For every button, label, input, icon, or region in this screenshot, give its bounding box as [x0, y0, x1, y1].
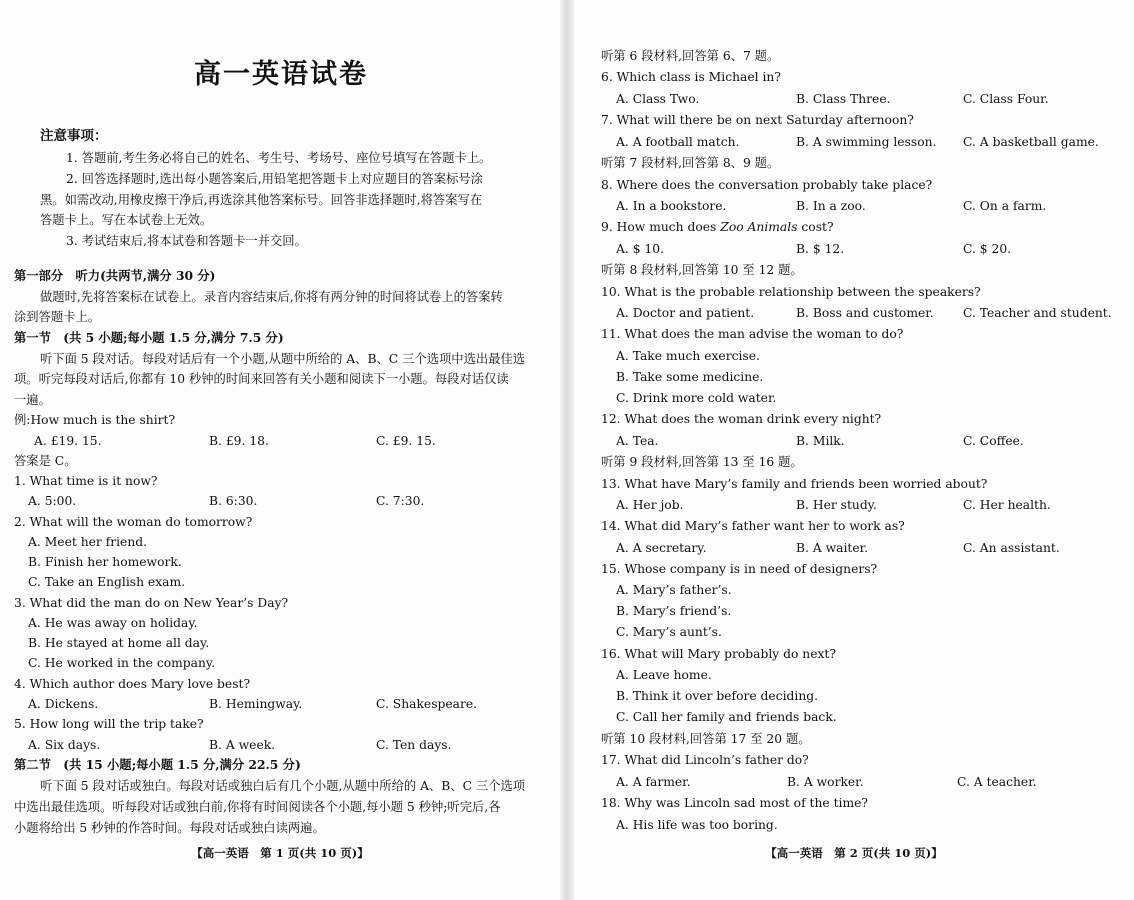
material-9-heading: 听第 9 段材料,回答第 13 至 16 题。 — [601, 455, 803, 469]
notice-line-3: 黑。如需改动,用橡皮擦干净后,再选涂其他答案标号。回答非选择题时,将答案写在 — [40, 193, 483, 207]
q9-option-c: C. $ 20. — [963, 242, 1012, 256]
q2-option-b: B. Finish her homework. — [28, 555, 182, 569]
q11-option-b: B. Take some medicine. — [616, 370, 764, 384]
question-18: 18. Why was Lincoln sad most of the time? — [601, 796, 868, 810]
example-option-b: B. £9. 18. — [209, 434, 269, 448]
page-2 — [574, 0, 1134, 900]
q6-option-b: B. Class Three. — [796, 92, 891, 106]
section2-intro-3: 小题将给出 5 秒钟的作答时间。每段对话或独白读两遍。 — [14, 821, 325, 835]
q16-option-b: B. Think it over before deciding. — [616, 689, 819, 703]
q12-option-c: C. Coffee. — [963, 434, 1024, 448]
q9-book-title: Zoo Animals — [720, 220, 798, 234]
q12-option-b: B. Milk. — [796, 434, 845, 448]
example-question: 例:How much is the shirt? — [14, 413, 176, 427]
q3-option-c: C. He worked in the company. — [28, 656, 216, 670]
page-1 — [0, 0, 560, 900]
q10-option-a: A. Doctor and patient. — [616, 306, 755, 320]
q17-option-b: B. A worker. — [787, 775, 864, 789]
q6-option-a: A. Class Two. — [616, 92, 700, 106]
q9-text-post: cost? — [797, 220, 834, 234]
question-7: 7. What will there be on next Saturday afternoon? — [601, 113, 914, 127]
question-11: 11. What does the man advise the woman to do? — [601, 327, 904, 341]
q17-option-a: A. A farmer. — [616, 775, 691, 789]
q11-option-c: C. Drink more cold water. — [616, 391, 777, 405]
section1-heading: 第一节 (共 5 小题;每小题 1.5 分,满分 7.5 分) — [14, 330, 284, 345]
q4-option-b: B. Hemingway. — [209, 697, 303, 711]
q5-option-c: C. Ten days. — [376, 738, 452, 752]
notice-line-2: 2. 回答选择题时,选出每小题答案后,用铅笔把答题卡上对应题目的答案标号涂 — [66, 172, 483, 186]
part1-intro-2: 涂到答题卡上。 — [14, 310, 101, 324]
question-9 — [601, 219, 834, 235]
q1-option-c: C. 7:30. — [376, 494, 425, 508]
section2-intro-1: 听下面 5 段对话或独白。每段对话或独白后有几个小题,从题中所给的 A、B、C 三个选项 — [40, 779, 526, 793]
q7-option-b: B. A swimming lesson. — [796, 135, 937, 149]
page-1-footer: 【高一英语 第 1 页(共 10 页)】 — [191, 846, 369, 860]
q2-option-c: C. Take an English exam. — [28, 575, 186, 589]
question-13: 13. What have Mary’s family and friends been worried about? — [601, 477, 988, 491]
q14-option-b: B. A waiter. — [796, 541, 869, 555]
material-6-heading: 听第 6 段材料,回答第 6、7 题。 — [601, 49, 780, 63]
part1-heading: 第一部分 听力(共两节,满分 30 分) — [14, 268, 216, 283]
q18-option-a: A. His life was too boring. — [616, 818, 778, 832]
q8-option-c: C. On a farm. — [963, 199, 1047, 213]
q5-option-a: A. Six days. — [28, 738, 101, 752]
q4-option-a: A. Dickens. — [28, 697, 99, 711]
q10-option-c: C. Teacher and student. — [963, 306, 1112, 320]
section2-heading: 第二节 (共 15 小题;每小题 1.5 分,满分 22.5 分) — [14, 757, 301, 772]
q9-option-b: B. $ 12. — [796, 242, 845, 256]
notice-line-1: 1. 答题前,考生务必将自己的姓名、考生号、考场号、座位号填写在答题卡上。 — [66, 151, 492, 165]
section1-intro-1: 听下面 5 段对话。每段对话后有一个小题,从题中所给的 A、B、C 三个选项中选出最佳选 — [40, 352, 526, 366]
q8-option-a: A. In a bookstore. — [616, 199, 727, 213]
q4-option-c: C. Shakespeare. — [376, 697, 478, 711]
question-17: 17. What did Lincoln’s father do? — [601, 753, 809, 767]
q13-option-c: C. Her health. — [963, 498, 1051, 512]
q16-option-a: A. Leave home. — [616, 668, 712, 682]
material-7-heading: 听第 7 段材料,回答第 8、9 题。 — [601, 156, 780, 170]
q1-option-a: A. 5:00. — [28, 494, 77, 508]
exam-title: 高一英语试卷 — [194, 59, 368, 90]
question-14: 14. What did Mary’s father want her to work as? — [601, 519, 905, 533]
q13-option-b: B. Her study. — [796, 498, 877, 512]
question-12: 12. What does the woman drink every night? — [601, 412, 882, 426]
section1-intro-2: 项。听完每段对话后,你都有 10 秒钟的时间来回答有关小题和阅读下一小题。每段对话仅读 — [14, 372, 509, 386]
q7-option-a: A. A football match. — [616, 135, 740, 149]
section2-intro-2: 中选出最佳选项。听每段对话或独白前,你将有时间阅读各个小题,每小题 5 秒钟;听完后,各 — [14, 800, 501, 814]
q1-option-b: B. 6:30. — [209, 494, 258, 508]
q10-option-b: B. Boss and customer. — [796, 306, 934, 320]
section1-intro-3: 一遍。 — [14, 393, 51, 407]
q11-option-a: A. Take much exercise. — [616, 349, 760, 363]
q14-option-a: A. A secretary. — [616, 541, 707, 555]
example-option-c: C. £9. 15. — [376, 434, 436, 448]
notice-line-4: 答题卡上。写在本试卷上无效。 — [40, 213, 213, 227]
question-2: 2. What will the woman do tomorrow? — [14, 515, 253, 529]
material-8-heading: 听第 8 段材料,回答第 10 至 12 题。 — [601, 263, 803, 277]
question-16: 16. What will Mary probably do next? — [601, 647, 836, 661]
example-answer: 答案是 C。 — [14, 454, 77, 468]
q14-option-c: C. An assistant. — [963, 541, 1060, 555]
page-2-footer: 【高一英语 第 2 页(共 10 页)】 — [765, 846, 943, 860]
q3-option-a: A. He was away on holiday. — [28, 616, 198, 630]
q9-option-a: A. $ 10. — [616, 242, 664, 256]
binding-gutter — [560, 0, 574, 900]
q9-text-pre: 9. How much does — [601, 220, 721, 234]
q3-option-b: B. He stayed at home all day. — [28, 636, 210, 650]
question-1: 1. What time is it now? — [14, 474, 158, 488]
notice-title: 注意事项： — [40, 128, 108, 144]
question-15: 15. Whose company is in need of designers? — [601, 562, 878, 576]
question-6: 6. Which class is Michael in? — [601, 70, 781, 84]
q2-option-a: A. Meet her friend. — [28, 535, 148, 549]
q12-option-a: A. Tea. — [616, 434, 659, 448]
q6-option-c: C. Class Four. — [963, 92, 1049, 106]
q16-option-c: C. Call her family and friends back. — [616, 710, 837, 724]
q8-option-b: B. In a zoo. — [796, 199, 866, 213]
part1-intro-1: 做题时,先将答案标在试卷上。录音内容结束后,你将有两分钟的时间将试卷上的答案转 — [40, 290, 503, 304]
q7-option-c: C. A basketball game. — [963, 135, 1099, 149]
example-option-a: A. £19. 15. — [34, 434, 102, 448]
question-10: 10. What is the probable relationship between the speakers? — [601, 285, 981, 299]
question-8: 8. Where does the conversation probably take place? — [601, 178, 933, 192]
q15-option-c: C. Mary’s aunt’s. — [616, 625, 722, 639]
material-10-heading: 听第 10 段材料,回答第 17 至 20 题。 — [601, 732, 811, 746]
q17-option-c: C. A teacher. — [957, 775, 1037, 789]
q15-option-b: B. Mary’s friend’s. — [616, 604, 732, 618]
question-4: 4. Which author does Mary love best? — [14, 677, 251, 691]
q15-option-a: A. Mary’s father’s. — [616, 583, 732, 597]
question-5: 5. How long will the trip take? — [14, 717, 204, 731]
q13-option-a: A. Her job. — [616, 498, 684, 512]
question-3: 3. What did the man do on New Year’s Day? — [14, 596, 289, 610]
notice-line-5: 3. 考试结束后,将本试卷和答题卡一并交回。 — [66, 234, 307, 248]
q5-option-b: B. A week. — [209, 738, 276, 752]
